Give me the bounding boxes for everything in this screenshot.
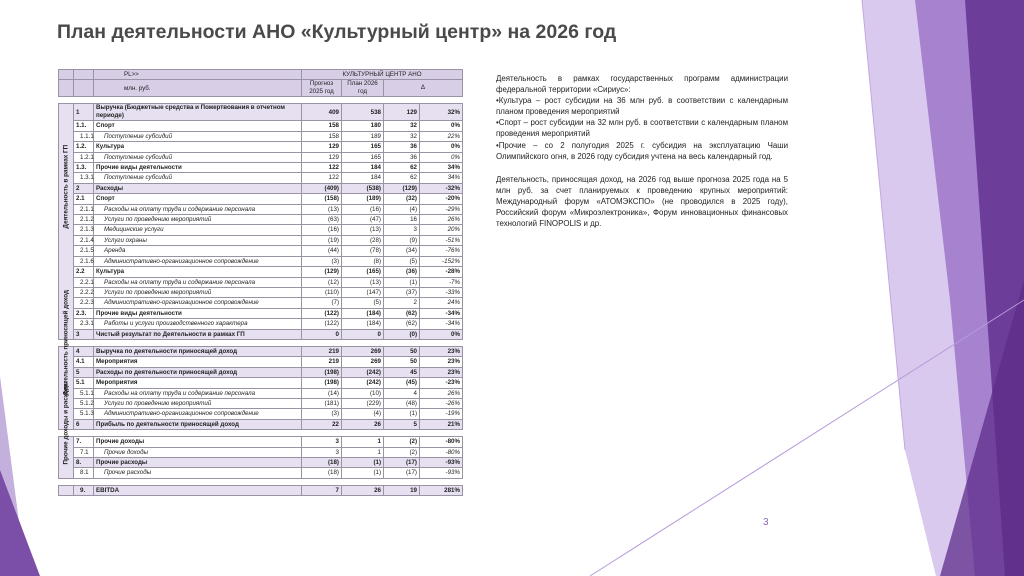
section-label-text: Деятельность в рамках ГП (62, 145, 70, 229)
row-code: 8. (74, 458, 94, 468)
ebitda-row (59, 485, 463, 495)
table-row (59, 131, 463, 141)
spacer-cell (59, 339, 463, 346)
row-name: Прочие доходы (94, 437, 302, 447)
row-plan: (16) (342, 204, 384, 214)
row-code: 7. (74, 437, 94, 447)
row-delta-pct: -80% (420, 437, 463, 447)
table-row (59, 409, 463, 419)
ebitda-p: 26 (342, 485, 384, 495)
note-other: •Прочие – со 2 полугодия 2025 г. субсидия на эксплуатацию Чаши Олимпийского огня, в 2026 году субсидия учтена на весь календарный год. (496, 140, 788, 161)
row-plan: 180 (342, 121, 384, 131)
row-delta-pct: 23% (420, 367, 463, 377)
row-delta: (62) (384, 319, 420, 329)
row-delta: (4) (384, 204, 420, 214)
row-delta: (48) (384, 398, 420, 408)
row-delta: (1) (384, 409, 420, 419)
header-corner-label: PL>> (94, 70, 302, 80)
table-row (59, 142, 463, 152)
spacer-cell (59, 97, 463, 104)
row-plan: 0 (342, 329, 384, 339)
row-delta: (5) (384, 256, 420, 266)
row-code: 1.2. (74, 142, 94, 152)
row-delta-pct: -93% (420, 468, 463, 478)
table-row (59, 183, 463, 193)
row-code: 2.1.3 (74, 225, 94, 235)
row-delta: 36 (384, 142, 420, 152)
row-name: Прочие виды деятельности (94, 163, 302, 173)
row-forecast: (110) (302, 287, 342, 297)
row-name: Поступление субсидий (94, 173, 302, 183)
row-code: 2.2.2 (74, 287, 94, 297)
row-delta-pct: -19% (420, 409, 463, 419)
header-forecast: Прогноз 2025 год (302, 80, 342, 97)
row-name: Расходы на оплату труда и содержание персонала (94, 277, 302, 287)
row-code: 2.1.2 (74, 215, 94, 225)
header-plan: План 2026 год (342, 80, 384, 97)
row-code: 2.1.4 (74, 235, 94, 245)
notes-panel (496, 73, 788, 229)
row-plan: 269 (342, 357, 384, 367)
row-plan: 269 (342, 346, 384, 356)
row-plan: (1) (342, 458, 384, 468)
note-culture: •Культура – рост субсидии на 36 млн руб. в соответствии с календарным планом проведения мероприятий (496, 96, 788, 117)
table-row (59, 298, 463, 308)
row-delta-pct: -76% (420, 246, 463, 256)
row-name: Спорт (94, 194, 302, 204)
row-code: 8.1 (74, 468, 94, 478)
note-intro: Деятельность в рамках государственных программ администрации федеральной территории «Сириус»: (496, 74, 788, 95)
row-name: Административно-организационное сопровождение (94, 256, 302, 266)
row-delta: (32) (384, 194, 420, 204)
row-name: Расходы по деятельности приносящей доход (94, 367, 302, 377)
row-forecast: (122) (302, 308, 342, 318)
row-code: 5 (74, 367, 94, 377)
row-forecast: (18) (302, 458, 342, 468)
row-plan: (189) (342, 194, 384, 204)
row-name: Поступление субсидий (94, 131, 302, 141)
table-row (59, 458, 463, 468)
row-forecast: (158) (302, 194, 342, 204)
row-delta: 4 (384, 388, 420, 398)
row-plan: 184 (342, 163, 384, 173)
row-delta: (17) (384, 458, 420, 468)
header-row-1 (59, 70, 463, 80)
row-plan: (5) (342, 298, 384, 308)
row-forecast: (181) (302, 398, 342, 408)
table-row (59, 235, 463, 245)
row-delta-pct: -29% (420, 204, 463, 214)
spacer-row-2 (59, 339, 463, 346)
row-code: 5.1.3 (74, 409, 94, 419)
row-code: 1 (74, 104, 94, 121)
row-name: Мероприятия (94, 357, 302, 367)
row-delta: 36 (384, 152, 420, 162)
row-code: 7.1 (74, 447, 94, 457)
row-delta-pct: -34% (420, 319, 463, 329)
row-name: Прочие виды деятельности (94, 308, 302, 318)
table-row (59, 104, 463, 121)
row-name: Мероприятия (94, 378, 302, 388)
table-row (59, 287, 463, 297)
note-gap (496, 162, 788, 174)
row-code: 4 (74, 346, 94, 356)
row-delta-pct: -152% (420, 256, 463, 266)
row-delta: (2) (384, 437, 420, 447)
row-plan: (8) (342, 256, 384, 266)
row-name: Прочие расходы (94, 468, 302, 478)
row-delta: 16 (384, 215, 420, 225)
row-delta-pct: -33% (420, 287, 463, 297)
row-delta-pct: -23% (420, 378, 463, 388)
row-delta: 2 (384, 298, 420, 308)
row-forecast: 3 (302, 447, 342, 457)
row-code: 4.1 (74, 357, 94, 367)
row-delta-pct: -20% (420, 194, 463, 204)
row-delta-pct: 26% (420, 388, 463, 398)
row-forecast: (44) (302, 246, 342, 256)
row-delta: (34) (384, 246, 420, 256)
table-row (59, 419, 463, 429)
header-row-2 (59, 80, 463, 97)
row-forecast: (13) (302, 204, 342, 214)
row-name: Выручка (Бюджетные средства и Пожертвования в отчетном периоде) (94, 104, 302, 121)
row-code: 2.1.6 (74, 256, 94, 266)
row-delta-pct: 0% (420, 329, 463, 339)
row-code: 1.3.1 (74, 173, 94, 183)
table-row (59, 319, 463, 329)
table-row (59, 267, 463, 277)
row-name: Расходы на оплату труда и содержание персонала (94, 204, 302, 214)
row-plan: (229) (342, 398, 384, 408)
page-number: 3 (763, 517, 769, 528)
row-delta: (37) (384, 287, 420, 297)
table-row (59, 256, 463, 266)
section-label-other (59, 437, 74, 479)
row-delta: 62 (384, 173, 420, 183)
table-row (59, 357, 463, 367)
table-row (59, 367, 463, 377)
table-row (59, 437, 463, 447)
row-plan: (4) (342, 409, 384, 419)
row-delta-pct: 20% (420, 225, 463, 235)
row-plan: (184) (342, 319, 384, 329)
row-code: 2.3.1 (74, 319, 94, 329)
table-row (59, 398, 463, 408)
row-plan: (242) (342, 367, 384, 377)
row-code: 3 (74, 329, 94, 339)
header-corner-blank-2 (74, 70, 94, 80)
table-row (59, 215, 463, 225)
section-label-text (63, 451, 70, 465)
table-row (59, 378, 463, 388)
row-delta: (62) (384, 308, 420, 318)
table-row (59, 246, 463, 256)
ebitda-code: 9. (74, 485, 94, 495)
row-plan: 165 (342, 142, 384, 152)
row-name: Культура (94, 142, 302, 152)
row-forecast: (198) (302, 378, 342, 388)
row-plan: (47) (342, 215, 384, 225)
header-blank (59, 80, 74, 97)
row-name: Прибыль по деятельности приносящей доход (94, 419, 302, 429)
row-delta: (129) (384, 183, 420, 193)
row-forecast: (19) (302, 235, 342, 245)
row-delta: 62 (384, 163, 420, 173)
row-forecast: (14) (302, 388, 342, 398)
note-sport: •Спорт – рост субсидии на 32 млн руб. в соответствии с календарным планом проведения мероприятий (496, 118, 788, 139)
table-row (59, 194, 463, 204)
row-code: 1.2.1 (74, 152, 94, 162)
row-delta-pct: 22% (420, 131, 463, 141)
table-row (59, 163, 463, 173)
row-name: Медицинские услуги (94, 225, 302, 235)
row-delta-pct: 26% (420, 215, 463, 225)
row-forecast: 0 (302, 329, 342, 339)
row-name: Услуги по проведению мероприятий (94, 398, 302, 408)
row-delta-pct: 32% (420, 104, 463, 121)
row-plan: 538 (342, 104, 384, 121)
row-forecast: 3 (302, 437, 342, 447)
row-delta-pct: -7% (420, 277, 463, 287)
row-name: Работы и услуги производственного характера (94, 319, 302, 329)
row-forecast: (3) (302, 256, 342, 266)
row-code: 5.1 (74, 378, 94, 388)
table-row (59, 329, 463, 339)
row-delta-pct: 23% (420, 346, 463, 356)
row-delta: 50 (384, 346, 420, 356)
row-delta: 50 (384, 357, 420, 367)
row-plan: 1 (342, 437, 384, 447)
row-code: 2.1.5 (74, 246, 94, 256)
row-forecast: (198) (302, 367, 342, 377)
row-forecast: (63) (302, 215, 342, 225)
spacer-row-1 (59, 97, 463, 104)
row-delta: (9) (384, 235, 420, 245)
row-name: Прочие расходы (94, 458, 302, 468)
header-delta: Δ (384, 80, 463, 97)
row-delta: 129 (384, 104, 420, 121)
row-code: 1.1.1 (74, 131, 94, 141)
table-row (59, 468, 463, 478)
row-code: 2.1.1 (74, 204, 94, 214)
row-name: Выручка по деятельности приносящей доход (94, 346, 302, 356)
row-code: 1.3. (74, 163, 94, 173)
table-row (59, 447, 463, 457)
row-forecast: 409 (302, 104, 342, 121)
row-delta-pct: 34% (420, 163, 463, 173)
table-row (59, 152, 463, 162)
spacer-row-3 (59, 430, 463, 437)
table-row (59, 277, 463, 287)
row-forecast: (122) (302, 319, 342, 329)
row-delta-pct: -28% (420, 267, 463, 277)
row-name: Услуги по проведению мероприятий (94, 287, 302, 297)
row-code: 2.1 (74, 194, 94, 204)
row-code: 2.2.1 (74, 277, 94, 287)
row-delta-pct: -26% (420, 398, 463, 408)
row-delta: (36) (384, 267, 420, 277)
row-name: Прочие доходы (94, 447, 302, 457)
ebitda-pct: 281% (420, 485, 463, 495)
row-plan: (13) (342, 225, 384, 235)
row-forecast: 158 (302, 121, 342, 131)
row-code: 2.3. (74, 308, 94, 318)
row-code: 2.2 (74, 267, 94, 277)
note-income: Деятельность, приносящая доход, на 2026 год выше прогноза 2025 года на 5 млн руб. за счет планируемых к проведению крупных мероприятий: Международный форум «АТОМЭКСПО» (не проводился в 2025 году), Российский форум «Микроэлектроника», Форум инновационных финансовых технологий FINOPOLIS и др. (496, 174, 788, 229)
row-delta: (45) (384, 378, 420, 388)
row-name: Административно-организационное сопровождение (94, 298, 302, 308)
row-forecast: (12) (302, 277, 342, 287)
row-plan: (242) (342, 378, 384, 388)
row-plan: (10) (342, 388, 384, 398)
row-name: Расходы на оплату труда и содержание персонала (94, 388, 302, 398)
ebitda-f: 7 (302, 485, 342, 495)
table-row (59, 388, 463, 398)
table-row (59, 121, 463, 131)
row-forecast: 129 (302, 142, 342, 152)
table-row (59, 225, 463, 235)
row-delta: 32 (384, 131, 420, 141)
table-body (59, 70, 463, 496)
row-delta: 3 (384, 225, 420, 235)
row-code: 1.1. (74, 121, 94, 131)
table-row (59, 204, 463, 214)
row-forecast: 129 (302, 152, 342, 162)
row-forecast: (18) (302, 468, 342, 478)
row-name: Культура (94, 267, 302, 277)
row-delta-pct: -34% (420, 308, 463, 318)
row-delta: (2) (384, 447, 420, 457)
row-plan: 1 (342, 447, 384, 457)
row-forecast: (7) (302, 298, 342, 308)
row-name: Поступление субсидий (94, 152, 302, 162)
row-plan: 165 (342, 152, 384, 162)
row-code: 5.1.1 (74, 388, 94, 398)
row-delta-pct: -93% (420, 458, 463, 468)
slide-title: План деятельности АНО «Культурный центр» на 2026 год (57, 21, 617, 43)
ebitda-d: 19 (384, 485, 420, 495)
row-delta: (17) (384, 468, 420, 478)
row-delta-pct: 23% (420, 357, 463, 367)
table-row (59, 308, 463, 318)
row-name: Спорт (94, 121, 302, 131)
row-code: 2 (74, 183, 94, 193)
row-plan: (538) (342, 183, 384, 193)
row-code: 5.1.2 (74, 398, 94, 408)
row-code: 6 (74, 419, 94, 429)
row-delta-pct: 0% (420, 142, 463, 152)
row-forecast: 122 (302, 173, 342, 183)
spacer-row-4 (59, 478, 463, 485)
row-forecast: 122 (302, 163, 342, 173)
row-delta: 5 (384, 419, 420, 429)
row-plan: (78) (342, 246, 384, 256)
row-forecast: (16) (302, 225, 342, 235)
row-delta: 32 (384, 121, 420, 131)
row-plan: (184) (342, 308, 384, 318)
financial-plan-table (58, 69, 463, 496)
row-plan: 184 (342, 173, 384, 183)
ebitda-blank (59, 485, 74, 495)
row-delta-pct: -32% (420, 183, 463, 193)
row-delta-pct: 0% (420, 152, 463, 162)
row-delta-pct: -80% (420, 447, 463, 457)
row-name: Административно-организационное сопровождение (94, 409, 302, 419)
header-org: КУЛЬТУРНЫЙ ЦЕНТР АНО (302, 70, 463, 80)
row-delta: (0) (384, 329, 420, 339)
row-forecast: 219 (302, 346, 342, 356)
row-forecast: (3) (302, 409, 342, 419)
spacer-cell (59, 478, 463, 485)
row-code: 2.2.3 (74, 298, 94, 308)
row-name: Аренда (94, 246, 302, 256)
row-name: Услуги охраны (94, 235, 302, 245)
row-forecast: 22 (302, 419, 342, 429)
row-name: Услуги по проведению мероприятий (94, 215, 302, 225)
header-unit: млн. руб. (94, 80, 302, 97)
row-delta: 45 (384, 367, 420, 377)
row-delta: (1) (384, 277, 420, 287)
row-delta-pct: 24% (420, 298, 463, 308)
row-forecast: (129) (302, 267, 342, 277)
row-plan: (147) (342, 287, 384, 297)
row-delta-pct: -51% (420, 235, 463, 245)
row-plan: (1) (342, 468, 384, 478)
table-row (59, 346, 463, 356)
header-corner-blank (59, 70, 74, 80)
row-plan: (165) (342, 267, 384, 277)
row-plan: (28) (342, 235, 384, 245)
row-plan: 189 (342, 131, 384, 141)
row-forecast: (409) (302, 183, 342, 193)
row-plan: 26 (342, 419, 384, 429)
row-plan: (13) (342, 277, 384, 287)
row-delta-pct: 0% (420, 121, 463, 131)
row-name: Расходы (94, 183, 302, 193)
table-row (59, 173, 463, 183)
ebitda-name: EBITDA (94, 485, 302, 495)
row-delta-pct: 21% (420, 419, 463, 429)
header-blank-2 (74, 80, 94, 97)
row-forecast: 219 (302, 357, 342, 367)
row-delta-pct: 34% (420, 173, 463, 183)
row-forecast: 158 (302, 131, 342, 141)
spacer-cell (59, 430, 463, 437)
row-name: Чистый результат по Деятельности в рамках ГП (94, 329, 302, 339)
